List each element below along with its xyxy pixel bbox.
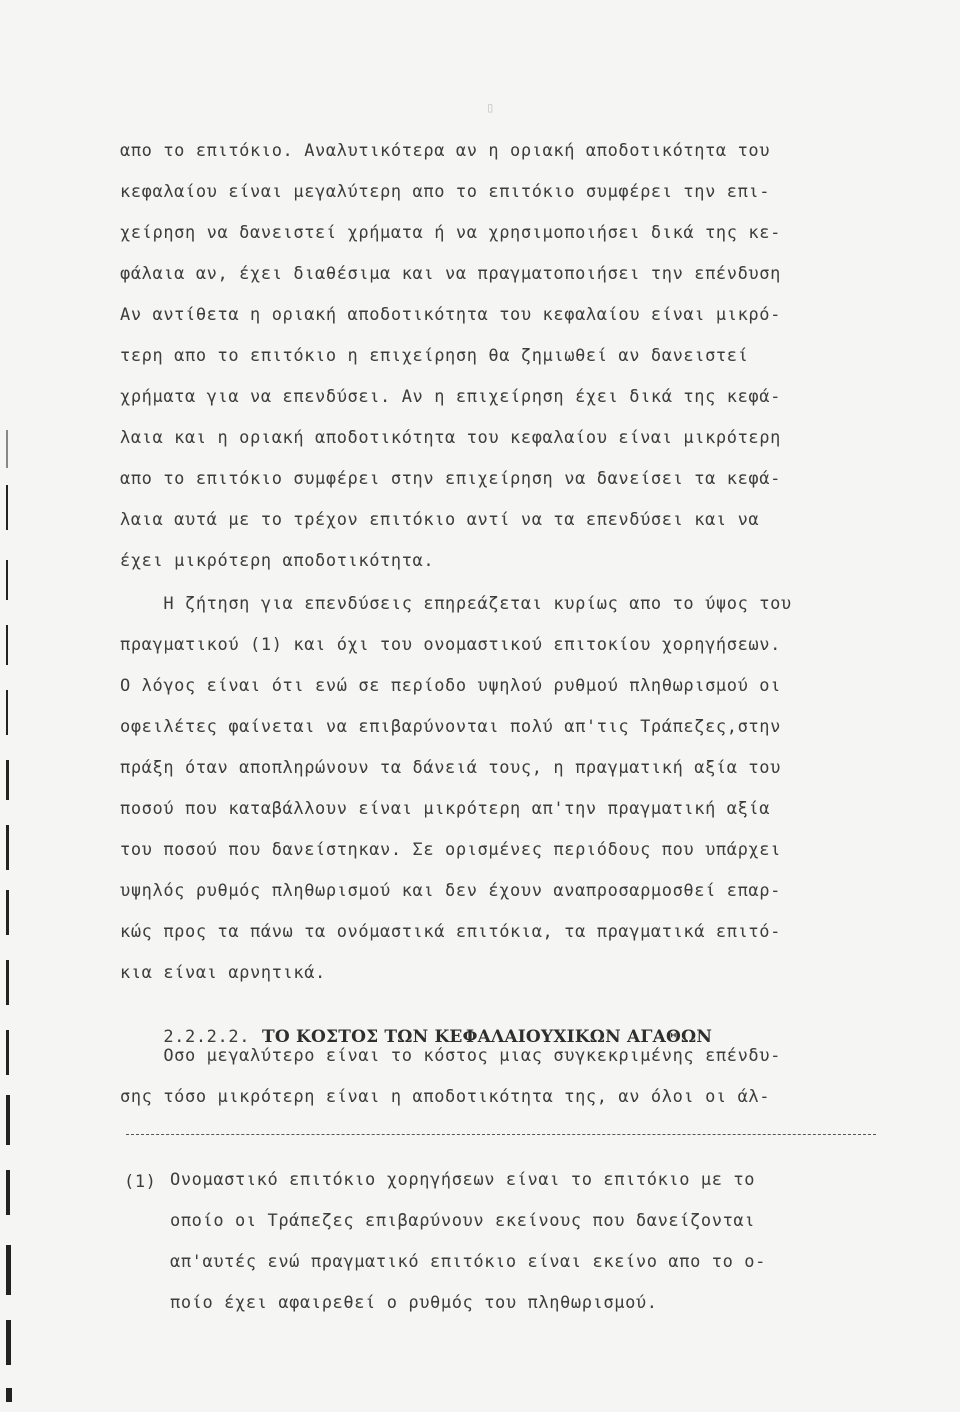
body-line: Η ζήτηση για επενδύσεις επηρεάζεται κυρίως απο το ύψος του [120,594,792,614]
body-line: κεφαλαίου είναι μεγαλύτερη απο το επιτόκιο συμφέρει την επι- [120,182,771,202]
page-number-mark: ▯ [486,100,495,116]
body-line: οφειλέτες φαίνεται να επιβαρύνονται πολύ απ'τις Τράπεζες,στην [120,717,781,737]
footnote-line: απ'αυτές ενώ πραγματικό επιτόκιο είναι εκείνο απο το ο- [170,1252,766,1272]
body-line: πράξη όταν αποπληρώνουν τα δάνειά τους, η πραγματική αξία του [120,758,781,778]
footnote-marker: (1) [124,1172,157,1192]
footnote-line: οποίο οι Τράπεζες επιβαρύνουν εκείνους που δανείζονται [170,1211,756,1231]
footnote-line: Ονομαστικό επιτόκιο χορηγήσεων είναι το επιτόκιο με το [170,1170,756,1190]
body-line: του ποσού που δανείστηκαν. Σε ορισμένες περιόδους που υπάρχει [120,840,781,860]
body-line: πραγματικού (1) και όχι του ονομαστικού επιτοκίου χορηγήσεων. [120,635,781,655]
body-line: λαια και η οριακή αποδοτικότητα του κεφαλαίου είναι μικρότερη [120,428,781,448]
body-line: απο το επιτόκιο συμφέρει στην επιχείρηση να δανείσει τα κεφά- [120,469,781,489]
body-line: κώς προς τα πάνω τα ονόμαστικά επιτόκια, τα πραγματικά επιτό- [120,922,781,942]
section-line: Οσο μεγαλύτερο είναι το κόστος μιας συγκεκριμένης επένδυ- [120,1046,781,1066]
body-line: υψηλός ρυθμός πληθωρισμού και δεν έχουν αναπροσαρμοσθεί επαρ- [120,881,781,901]
body-line: ποσού που καταβάλλουν είναι μικρότερη απ'την πραγματική αξία [120,799,771,819]
body-line: τερη απο το επιτόκιο η επιχείρηση θα ζημιωθεί αν δανειστεί [120,346,749,366]
section-number: 2.2.2.2. [163,1027,251,1047]
body-line: Ο λόγος είναι ότι ενώ σε περίοδο υψηλού ρυθμού πληθωρισμού οι [120,676,781,696]
body-line: χρήματα για να επενδύσει. Αν η επιχείρηση έχει δικά της κεφά- [120,387,781,407]
body-line: Αν αντίθετα η οριακή αποδοτικότητα του κεφαλαίου είναι μικρό- [120,305,781,325]
section-title: ΤΟ ΚΟΣΤΟΣ ΤΩΝ ΚΕΦΑΛΑΙΟΥΧΙΚΩΝ ΑΓΑΘΩΝ [262,1027,713,1047]
body-line: κια είναι αρνητικά. [120,963,326,983]
footnote-separator [126,1134,876,1135]
footnote-line: ποίο έχει αφαιρεθεί ο ρυθμός του πληθωρισμού. [170,1293,658,1313]
section-line: σης τόσο μικρότερη είναι η αποδοτικότητα της, αν όλοι οι άλ- [120,1087,771,1107]
body-line: απο το επιτόκιο. Αναλυτικότερα αν η οριακή αποδοτικότητα του [120,141,771,161]
body-line: έχει μικρότερη αποδοτικότητα. [120,551,435,571]
body-line: λαια αυτά με το τρέχον επιτόκιο αντί να τα επενδύσει και να [120,510,760,530]
body-line: χείρηση να δανειστεί χρήματα ή να χρησιμοποιήσει δικά της κε- [120,223,781,243]
body-line: φάλαια αν, έχει διαθέσιμα και να πραγματοποιήσει την επένδυση [120,264,781,284]
